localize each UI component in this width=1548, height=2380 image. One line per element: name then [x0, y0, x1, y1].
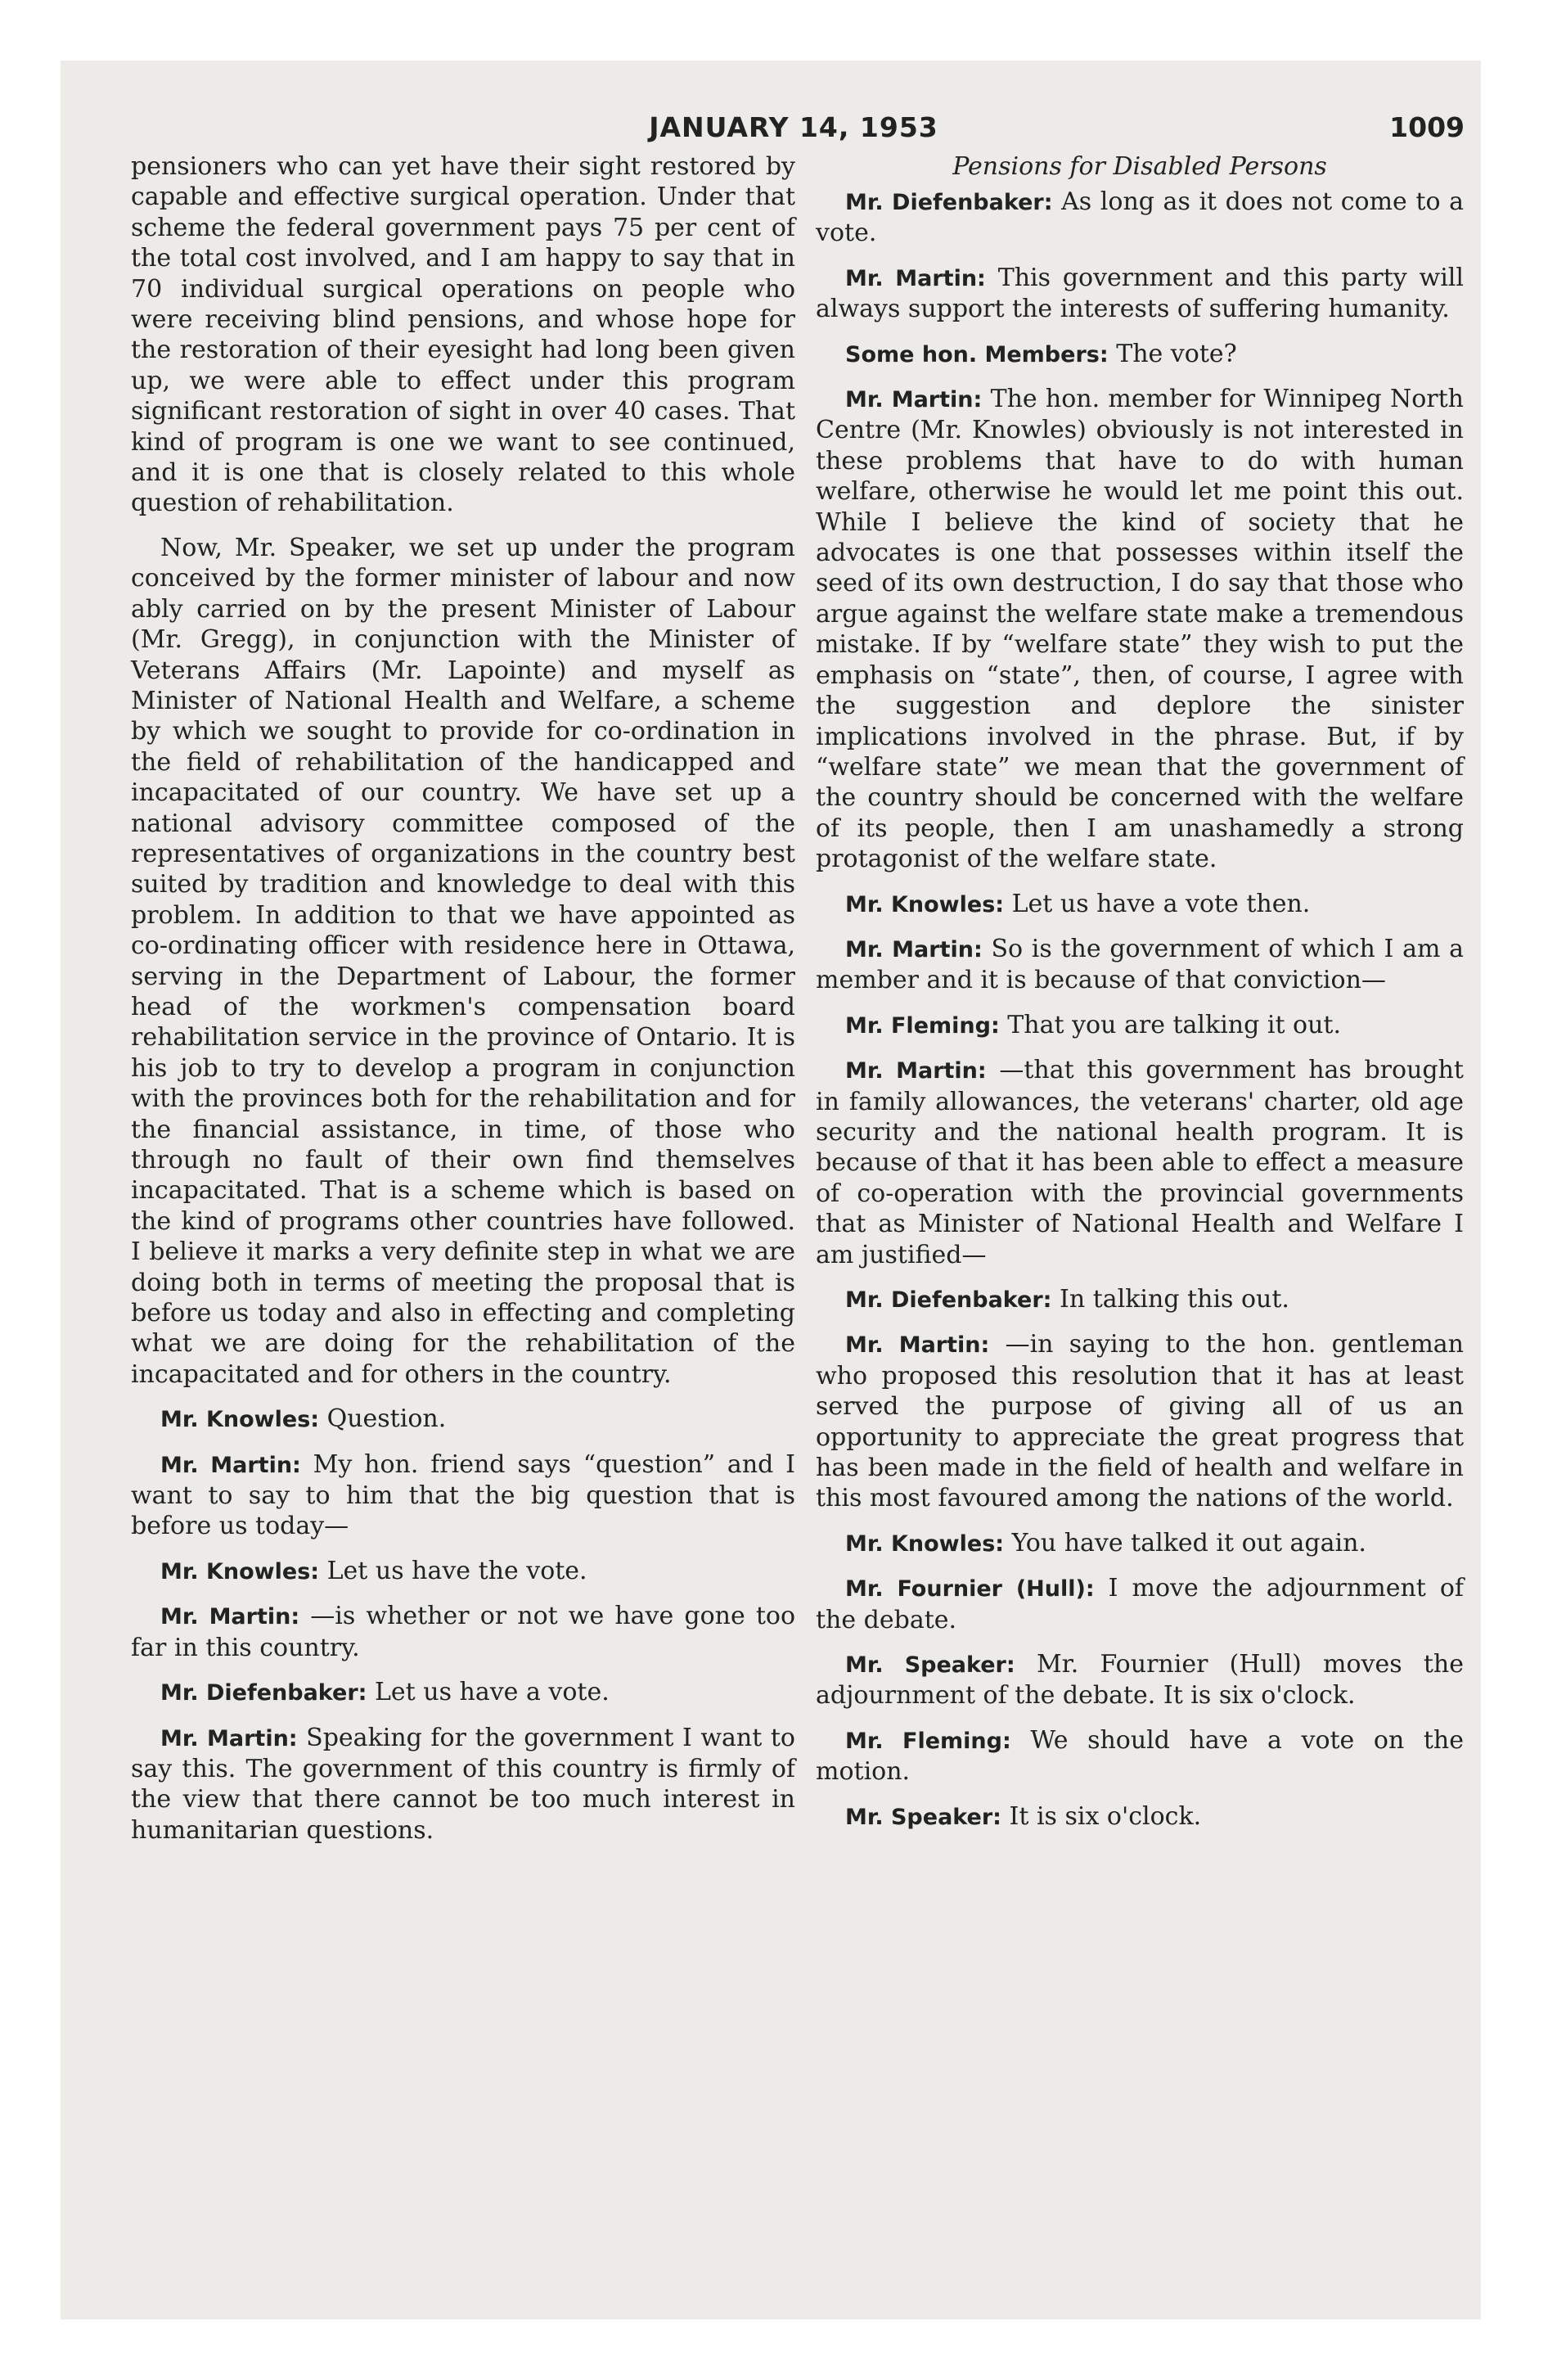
speech-text: Speaking for the government I want to say this. The government of this country is firmly of the view that there cannot be too much interest in humanitarian questions.	[131, 1723, 795, 1845]
speech-item	[816, 1573, 1464, 1635]
speech-item	[131, 1723, 795, 1846]
speech-text: That you are talking it out.	[1007, 1010, 1342, 1039]
speech-item	[816, 889, 1464, 920]
paragraph	[131, 151, 795, 519]
speech-text: Question.	[326, 1404, 447, 1434]
speaker-name: Mr. Martin:	[845, 1332, 990, 1359]
speech-text: Mr. Fournier (Hull) moves the adjournment of the debate. It is six o'clock.	[816, 1650, 1465, 1711]
speech-item	[816, 187, 1464, 249]
speech-text: —that this government has brought in family allowances, the veterans' charter, old age security and the national health program. It is because of that it has been able to effect a measure of co-operation with the provincial governments that as Minister of National Health and Welfare I am justified—	[816, 1056, 1464, 1269]
speech-text: I move the adjournment of the debate.	[816, 1574, 1464, 1634]
speech-item	[131, 1556, 795, 1587]
speech-text: The hon. member for Winnipeg North Centre (Mr. Knowles) obviously is not interested in these problems that have to do with human welfare, otherwise he would let me point this out. While I believe the kind of society that he advocates is one that possesses within itself the seed of its own destruction, I do say that those who argue against the welfare state make a tremendous mistake. If by “welfare state” they wish to put the emphasis on “state”, then, of course, I agree with the suggestion and deplore the sinister implications involved in the phrase. But, if by “welfare state” we mean that the government of the country should be concerned with the welfare of its people, then I am unashamedly a strong protagonist of the welfare state.	[816, 385, 1464, 874]
left-column	[131, 151, 795, 1859]
section-title: Pensions for Disabled Persons	[952, 152, 1327, 181]
speaker-name: Mr. Speaker:	[845, 1804, 1001, 1830]
speech-text: Let us have a vote then.	[1011, 889, 1311, 918]
speech-text: In talking this out.	[1060, 1285, 1289, 1314]
speech-item	[816, 934, 1464, 996]
speaker-name: Mr. Martin:	[845, 265, 986, 291]
speech-item	[131, 1449, 795, 1542]
speech-item	[816, 384, 1464, 875]
speech-text: This government and this party will always support the interests of suffering humanity.	[816, 263, 1464, 324]
speech-text: My hon. friend says “question” and I want to say to him that the big question that is before us today—	[131, 1449, 795, 1541]
speaker-name: Mr. Martin:	[845, 936, 983, 962]
speech-text: So is the government of which I am a member and it is because of that conviction—	[816, 934, 1465, 995]
speech-item	[816, 1528, 1464, 1559]
speech-item	[816, 1055, 1464, 1270]
speaker-name: Mr. Diefenbaker:	[160, 1680, 367, 1706]
paragraph	[131, 533, 795, 1390]
speech-text: Let us have the vote.	[326, 1556, 587, 1585]
speech-text: We should have a vote on the motion.	[816, 1725, 1464, 1787]
speaker-name: Mr. Knowles:	[845, 891, 1005, 917]
speaker-name: Mr. Martin:	[845, 1058, 987, 1084]
speech-item	[131, 1601, 795, 1663]
page-date: JANUARY 14, 1953	[649, 111, 938, 143]
paragraph-text: pensioners who can yet have their sight restored by capable and effective surgical operation. Under that scheme the federal government pays 75 per cent of the total cost involved, and I am happy to say that in 70 individual surgical operations on people who were receiving blind pensions, and whose hope for the restoration of their eyesight had long been given up, we were able to effect under this program significant restoration of sight in over 40 cases. That kind of program is one we want to see continued, and it is one that is closely related to this whole question of rehabilitation.	[131, 152, 795, 518]
speech-item	[816, 1284, 1464, 1315]
right-column	[816, 151, 1464, 1846]
speech-item	[816, 1649, 1464, 1711]
speaker-name: Mr. Knowles:	[160, 1558, 320, 1584]
speaker-name: Mr. Diefenbaker:	[845, 1287, 1052, 1313]
speech-text: You have talked it out again.	[1011, 1528, 1366, 1557]
speech-text: The vote?	[1116, 339, 1237, 368]
speaker-name: Mr. Diefenbaker:	[845, 190, 1053, 215]
speech-item	[131, 1677, 795, 1708]
page-number: 1009	[1389, 111, 1465, 143]
speaker-name: Mr. Knowles:	[160, 1407, 320, 1433]
speaker-name: Mr. Knowles:	[845, 1530, 1005, 1557]
speech-item	[816, 1725, 1464, 1787]
speaker-name: Mr. Fleming:	[845, 1012, 1000, 1039]
speech-text: It is six o'clock.	[1009, 1801, 1202, 1831]
speaker-name: Mr. Speaker:	[845, 1652, 1015, 1679]
paragraph-text: Now, Mr. Speaker, we set up under the program conceived by the former minister of labour and now ably carried on by the present Minister of Labour (Mr. Gregg), in conjunction with the Minister of Veterans Affairs (Mr. Lapointe) and myself as Minister of National Health and Welfare, a scheme by which we sought to provide for co-ordination in the field of rehabilitation of the handicapped and incapacitated of our country. We have set up a national advisory committee composed of the representatives of organizations in the country best suited by tradition and knowledge to deal with this problem. In addition to that we have appointed as co-ordinating officer with residence here in Ottawa, serving in the Department of Labour, the former head of the workmen's compensation board rehabilitation service in the province of Ontario. It is his job to try to develop a program in conjunction with the provinces both for the rehabilitation and for the financial assistance, in time, of those who through no fault of their own find themselves incapacitated. That is a scheme which is based on the kind of programs other countries have followed. I believe it marks a very definite step in what we are doing both in terms of meeting the proposal that is before us today and also in effecting and completing what we are doing for the rehabilitation of the incapacitated and for others in the country.	[131, 533, 795, 1389]
speech-item	[816, 339, 1464, 370]
speech-text: —in saying to the hon. gentleman who proposed this resolution that it has at least served the purpose of giving all of us an opportunity to appreciate the great progress that has been made in the field of health and welfare in this most favoured among the nations of the world.	[816, 1330, 1464, 1513]
speech-item	[816, 263, 1464, 325]
speech-text: —is whether or not we have gone too far in this country.	[131, 1602, 795, 1662]
speaker-name: Mr. Fournier (Hull):	[845, 1576, 1095, 1602]
speaker-name: Mr. Martin:	[160, 1725, 298, 1751]
speech-text: Let us have a vote.	[375, 1678, 610, 1707]
speaker-name: Mr. Martin:	[160, 1452, 301, 1478]
speech-text: As long as it does not come to a vote.	[816, 187, 1464, 248]
speaker-name: Mr. Fleming:	[845, 1728, 1011, 1754]
speech-item	[816, 1010, 1464, 1041]
speaker-name: Some hon. Members:	[845, 341, 1109, 367]
speaker-name: Mr. Martin:	[845, 387, 983, 413]
speech-item	[131, 1404, 795, 1435]
speaker-name: Mr. Martin:	[160, 1604, 300, 1630]
speech-item	[816, 1329, 1464, 1513]
speech-item	[816, 1801, 1464, 1832]
